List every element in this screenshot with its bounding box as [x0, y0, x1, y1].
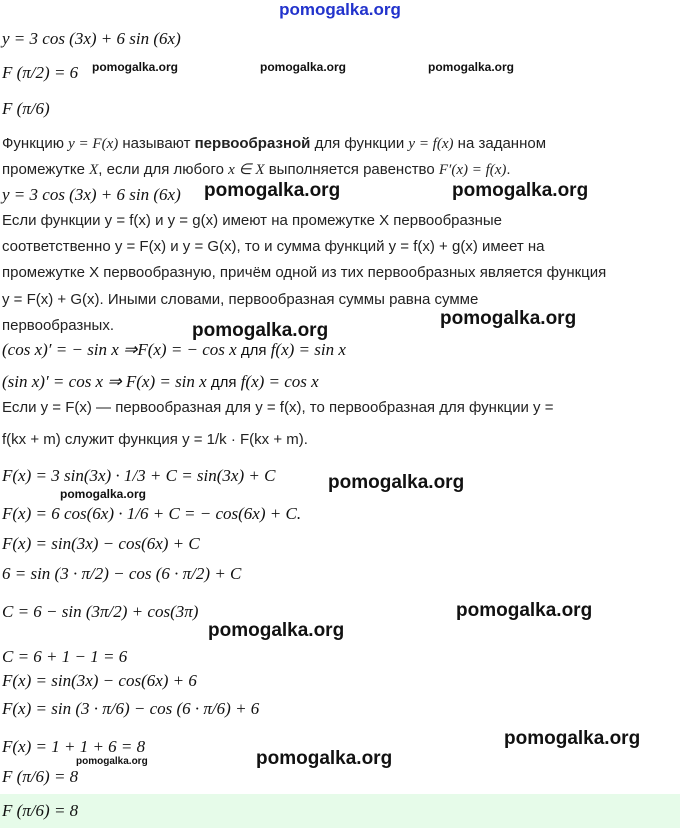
watermark: pomogalka.org	[208, 620, 345, 641]
sum-rule-line-1: Если функции y = f(x) и y = g(x) имеют на промежутке X первообразные	[2, 212, 502, 229]
formula-general: F(x) = sin(3x) − cos(6x) + C	[2, 534, 200, 553]
formula-sin-derivative: (sin x)′ = cos x ⇒ F(x) = sin x для f(x) = cos x	[2, 372, 319, 391]
linear-rule-line-1: Если y = F(x) — первообразная для y = f(x), то первообразная для функции y =	[2, 399, 554, 416]
linear-rule-line-2: f(kx + m) служит функция y = 1/k · F(kx + m).	[2, 431, 308, 448]
formula-evaluate: F(x) = sin (3 · π/6) − cos (6 · π/6) + 6	[2, 699, 260, 718]
formula-constant-value: C = 6 + 1 − 1 = 6	[2, 647, 128, 666]
sum-rule-line-3: промежутке X первообразную, причём одной из тих первообразных является функция	[2, 264, 607, 281]
formula-substitute: 6 = sin (3 · π/2) − cos (6 · π/2) + C	[2, 564, 242, 583]
answer-highlight	[0, 794, 680, 828]
header-watermark: pomogalka.org	[279, 0, 401, 19]
formula-antiderivative-2: F(x) = 6 cos(6x) · 1/6 + C = − cos(6x) + C.	[2, 504, 302, 523]
watermark: pomogalka.org	[204, 180, 341, 201]
watermark: pomogalka.org	[60, 487, 147, 501]
watermark: pomogalka.org	[440, 308, 577, 329]
watermark: pomogalka.org	[328, 472, 465, 493]
watermark: pomogalka.org	[76, 756, 148, 767]
watermark: pomogalka.org	[456, 600, 593, 621]
watermark: pomogalka.org	[504, 728, 641, 749]
formula-constant: C = 6 − sin (3π/2) + cos(3π)	[2, 602, 199, 621]
watermark: pomogalka.org	[256, 748, 393, 769]
sum-rule-line-4: y = F(x) + G(x). Иными словами, первообразная суммы равна сумме	[2, 291, 479, 308]
formula-function-repeat: y = 3 cos (3x) + 6 sin (6x)	[2, 185, 181, 204]
definition-line-2: промежутке X, если для любого x ∈ X выполняется равенство F′(x) = f(x).	[2, 161, 511, 178]
formula-answer: F (π/6) = 8	[2, 767, 79, 786]
watermark: pomogalka.org	[192, 320, 329, 341]
sum-rule-line-5: первообразных.	[2, 317, 115, 334]
formula-function: y = 3 cos (3x) + 6 sin (6x)	[2, 29, 181, 48]
watermark: pomogalka.org	[428, 60, 515, 74]
formula-result: F(x) = 1 + 1 + 6 = 8	[2, 737, 146, 756]
formula-particular: F(x) = sin(3x) − cos(6x) + 6	[2, 671, 197, 690]
formula-cos-derivative: (cos x)′ = − sin x ⇒F(x) = − cos x для f(x) = sin x	[2, 340, 346, 359]
formula-answer-final: F (π/6) = 8	[2, 801, 79, 820]
definition-line-1: Функцию y = F(x) называют первообразной для функции y = f(x) на заданном	[2, 135, 547, 152]
formula-find: F (π/6)	[2, 99, 50, 118]
sum-rule-line-2: соответственно y = F(x) и y = G(x), то и сумма функций y = f(x) + g(x) имеет на	[2, 238, 545, 255]
formula-antiderivative-1: F(x) = 3 sin(3x) · 1/3 + C = sin(3x) + C	[2, 466, 276, 485]
watermark: pomogalka.org	[92, 60, 179, 74]
watermark: pomogalka.org	[452, 180, 589, 201]
watermark: pomogalka.org	[260, 60, 347, 74]
formula-condition: F (π/2) = 6	[2, 63, 79, 82]
